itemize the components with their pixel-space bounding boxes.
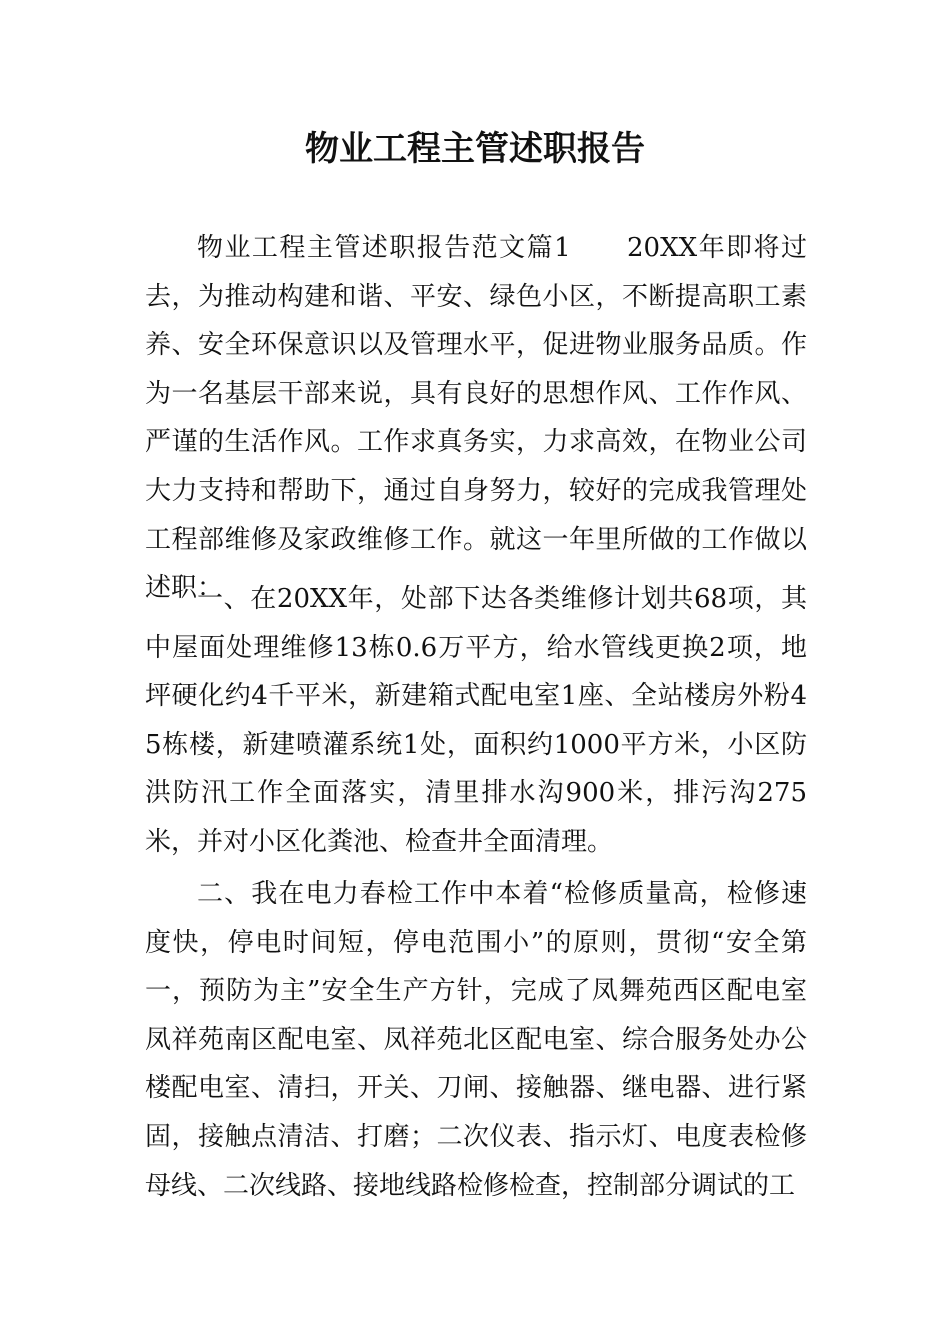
paragraph-section-two: 二、我在电力春检工作中本着“检修质量高，检修速度快，停电时间短，停电范围小”的原则，贯彻“安全第一，预防为主”安全生产方针，完成了凤舞苑西区配电室凤祥苑南区配电室、凤祥苑北区配电室、综合服务处办公楼配电室、清扫，开关、刀闸、接触器、继电器、进行紧固，接触点清洁、打磨；二次仪表、指示灯、电度表检修母线、二次线路、接地线路检修检查，控制部分调试的工 <box>145 879 807 1201</box>
paragraph-intro: 物业工程主管述职报告范文篇1 20XX年即将过去，为推动构建和谐、平安、绿色小区，不断提高职工素养、安全环保意识以及管理水平，促进物业服务品质。作为一名基层干部来说，具有良好的思想作风、工作作风、严谨的生活作风。工作求真务实，力求高效，在物业公司大力支持和帮助下，通过自身努力，较好的完成我管理处工程部维修及家政维修工作。就这一年里所做的工作做以述职： <box>145 233 807 604</box>
document-title: 物业工程主管述职报告 <box>305 129 645 169</box>
paragraph-section-one: 一、在20XX年，处部下达各类维修计划共68项，其中屋面处理维修13栋0.6万平方，给水管线更换2项，地坪硬化约4千平米，新建箱式配电室1座、全站楼房外粉45栋楼，新建喷灌系统1处，面积约1000平方米，小区防洪防汛工作全面落实，清里排水沟900米，排污沟275米，并对小区化粪池、检查井全面清理。 <box>145 584 807 857</box>
